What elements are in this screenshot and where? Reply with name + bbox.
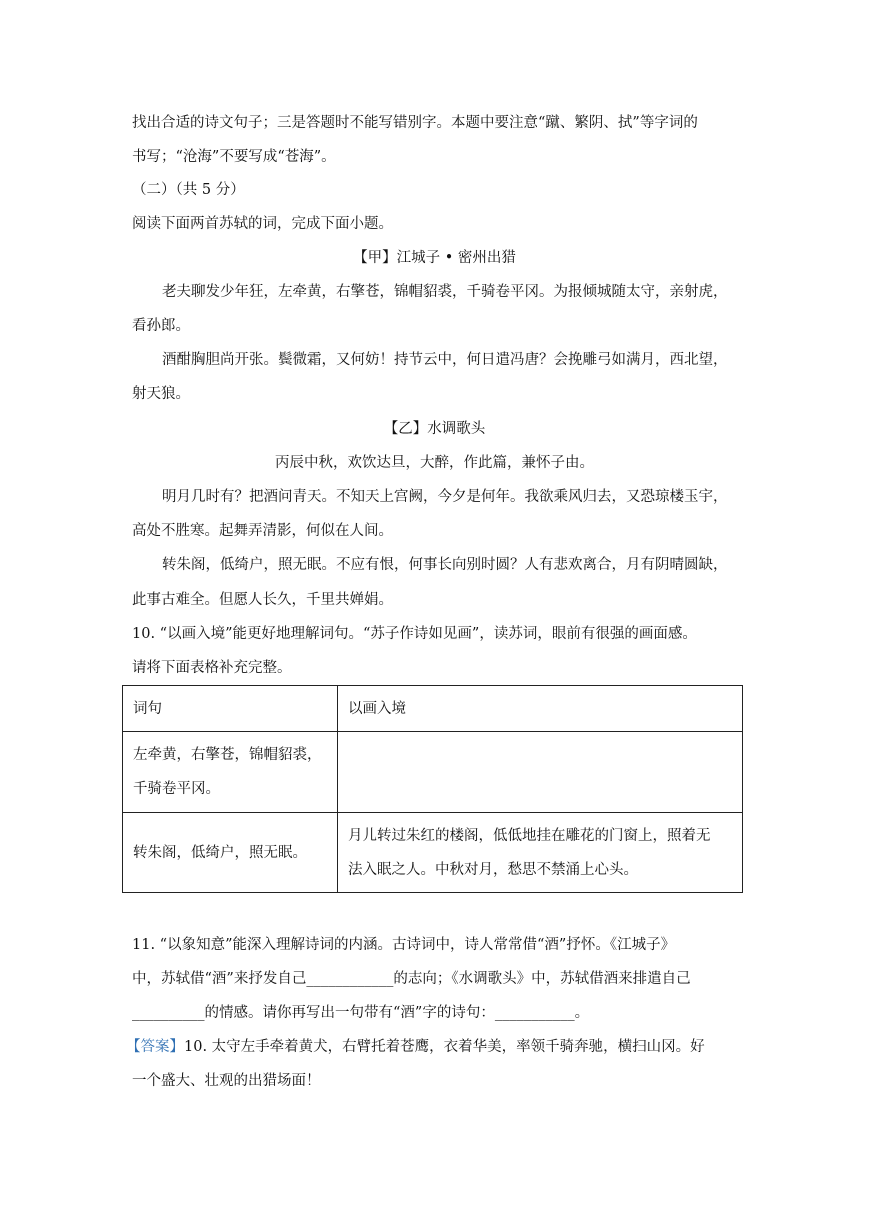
table-row [123, 813, 743, 893]
answer-text: 10. 太守左手牵着黄犬，右臂托着苍鹰，衣着华美，率领千骑奔驰，横扫山冈。好 [184, 1039, 705, 1055]
poem-a-p1-line1: 老夫聊发少年狂，左牵黄，右擎苍，锦帽貂裘，千骑卷平冈。为报倾城随太守，亲射虎， [162, 284, 728, 300]
table-header-cell: 以画入境 [338, 686, 743, 732]
table-cell [338, 813, 743, 893]
poem-a-p1-line2: 看孙郎。 [132, 318, 190, 334]
poem-a-title: 【甲】江城子 • 密州出猎 [353, 250, 516, 266]
poem-a-p2-line1: 酒酣胸胆尚开张。鬓微霜，又何妨！持节云中，何日遣冯唐？会挽雕弓如满月，西北望， [162, 352, 728, 368]
poem-b-p2-line2: 此事古难全。但愿人长久，千里共婵娟。 [132, 592, 393, 608]
section-header: （二）（共 5 分） [132, 182, 245, 198]
answer-tag: 【答案】 [126, 1039, 184, 1055]
cell-text-line: 法入眠之人。中秋对月，愁思不禁涌上心头。 [348, 861, 638, 878]
poem-b-p1-line1: 明月几时有？把酒问青天。不知天上宫阙，今夕是何年。我欲乘风归去，又恐琼楼玉宇， [162, 489, 728, 505]
intro-line-2: 书写；“沧海”不要写成“苍海”。 [132, 149, 336, 165]
question11-line3: __________的情感。请你再写出一句带有“酒”字的诗句：___________。 [132, 1005, 590, 1021]
poem-b-preface: 丙辰中秋，欢饮达旦，大醉，作此篇，兼怀子由。 [275, 455, 594, 471]
table-cell [123, 732, 338, 813]
instructions: 阅读下面两首苏轼的词，完成下面小题。 [132, 216, 393, 232]
table-cell-blank [338, 732, 743, 813]
question10-line2: 请将下面表格补充完整。 [132, 660, 292, 676]
table-header-cell: 词句 [123, 686, 338, 732]
question11-line2: 中，苏轼借“酒”来抒发自己____________的志向；《水调歌头》中，苏轼借酒来排遣自己 [132, 971, 691, 987]
question10-line1: 10. “以画入境”能更好地理解词句。“苏子作诗如见画”，读苏词，眼前有很强的画面感。 [132, 626, 697, 642]
poem-b-p1-line2: 高处不胜寒。起舞弄清影，何似在人间。 [132, 523, 393, 539]
answer-line1 [126, 1037, 705, 1057]
answer-line2: 一个盛大、壮观的出猎场面！ [132, 1073, 321, 1089]
cell-text-line: 左牵黄，右擎苍，锦帽貂裘， [133, 747, 322, 763]
poem-b-p2-line1: 转朱阁，低绮户，照无眠。不应有恨，何事长向别时圆？人有悲欢离合，月有阴晴圆缺， [162, 557, 728, 573]
poem-a-p2-line2: 射天狼。 [132, 386, 190, 402]
intro-line-1: 找出合适的诗文句子；三是答题时不能写错别字。本题中要注意“蹴、繁阴、拭”等字词的 [132, 115, 698, 131]
cell-text-line: 千骑卷平冈。 [133, 781, 220, 797]
poem-b-title: 【乙】水调歌头 [383, 421, 486, 437]
table-cell: 转朱阁，低绮户，照无眠。 [123, 813, 338, 893]
table-row [123, 732, 743, 813]
question10-table [122, 685, 743, 893]
table-row [123, 686, 743, 732]
cell-text-line: 月儿转过朱红的楼阁，低低地挂在雕花的门窗上，照着无 [348, 827, 711, 844]
question11-line1: 11. “以象知意”能深入理解诗词的内涵。古诗词中，诗人常常借“酒”抒怀。《江城子》 [132, 937, 676, 953]
